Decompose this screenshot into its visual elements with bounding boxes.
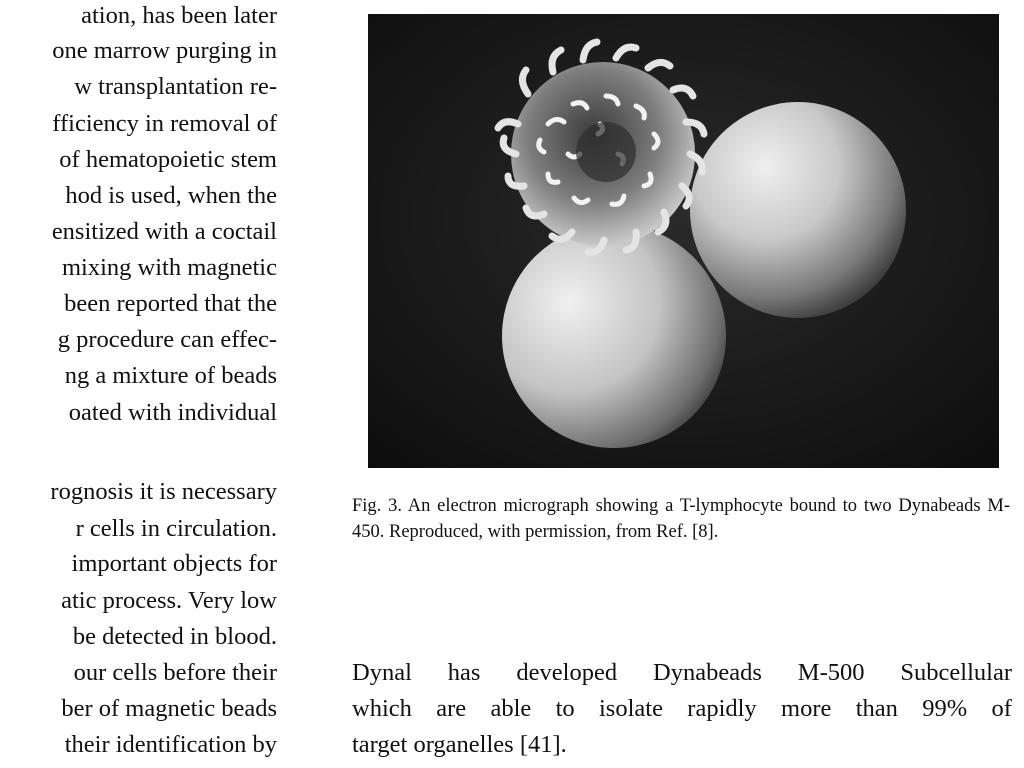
right-text-word: are — [436, 695, 467, 722]
right-text-word: Subcellular — [900, 659, 1012, 686]
electron-micrograph-figure — [368, 14, 999, 468]
left-text-line: our cells before their — [73, 659, 277, 686]
micrograph-image — [368, 14, 999, 468]
left-text-line: hod is used, when the — [65, 182, 277, 209]
right-text-line — [352, 727, 1012, 763]
right-text-word: Dynabeads — [653, 659, 762, 686]
right-text-word: to — [555, 695, 575, 722]
left-text-line: fficiency in removal of — [52, 110, 277, 137]
right-text-line — [352, 691, 1012, 727]
right-text-word: more — [781, 695, 832, 722]
left-text-line: ation, has been later — [81, 2, 277, 29]
right-text-line-content: target organelles [41]. — [352, 731, 567, 758]
right-text-word: able — [490, 695, 532, 722]
left-text-line: one marrow purging in — [52, 37, 277, 64]
left-text-line: be detected in blood. — [72, 623, 277, 650]
right-text-word: 99% — [922, 695, 968, 722]
right-text-word: of — [991, 695, 1012, 722]
left-text-line: important objects for — [71, 550, 277, 577]
right-text-line — [352, 655, 1012, 691]
right-text-word: has — [447, 659, 481, 686]
left-text-line: their identification by — [64, 731, 277, 758]
left-text-line: mixing with magnetic — [61, 254, 277, 281]
left-text-line: been reported that the — [64, 290, 277, 317]
right-text-word: which — [352, 695, 412, 722]
left-text-line: ng a mixture of beads — [64, 362, 277, 389]
right-text-word: Dynal — [352, 659, 412, 686]
right-text-word: than — [855, 695, 898, 722]
bead-lower-left — [502, 224, 726, 448]
left-text-line: r cells in circulation. — [75, 515, 277, 542]
left-text-line: of hematopoietic stem — [59, 146, 277, 173]
left-text-line: ber of magnetic beads — [61, 695, 277, 722]
left-text-line: w transplantation re- — [74, 73, 277, 100]
left-text-line: rognosis it is necessary — [50, 478, 277, 505]
left-text-line: oated with individual — [68, 399, 277, 426]
right-text-word: M-500 — [797, 659, 865, 686]
left-text-column — [0, 0, 280, 768]
left-text-line: atic process. Very low — [61, 587, 277, 614]
left-text-line: g procedure can effec- — [57, 326, 277, 353]
right-text-column — [352, 655, 1012, 763]
left-text-line: ensitized with a coctail — [51, 218, 277, 245]
right-text-word: rapidly — [687, 695, 757, 722]
right-text-word: isolate — [598, 695, 663, 722]
figure-caption: Fig. 3. An electron micrograph showing a T-lymphocyte bound to two Dynabeads M-450. Reproduced, with permission, from Ref. [8]. — [352, 496, 1010, 542]
right-text-word: developed — [516, 659, 618, 686]
bead-upper-right — [690, 102, 906, 318]
